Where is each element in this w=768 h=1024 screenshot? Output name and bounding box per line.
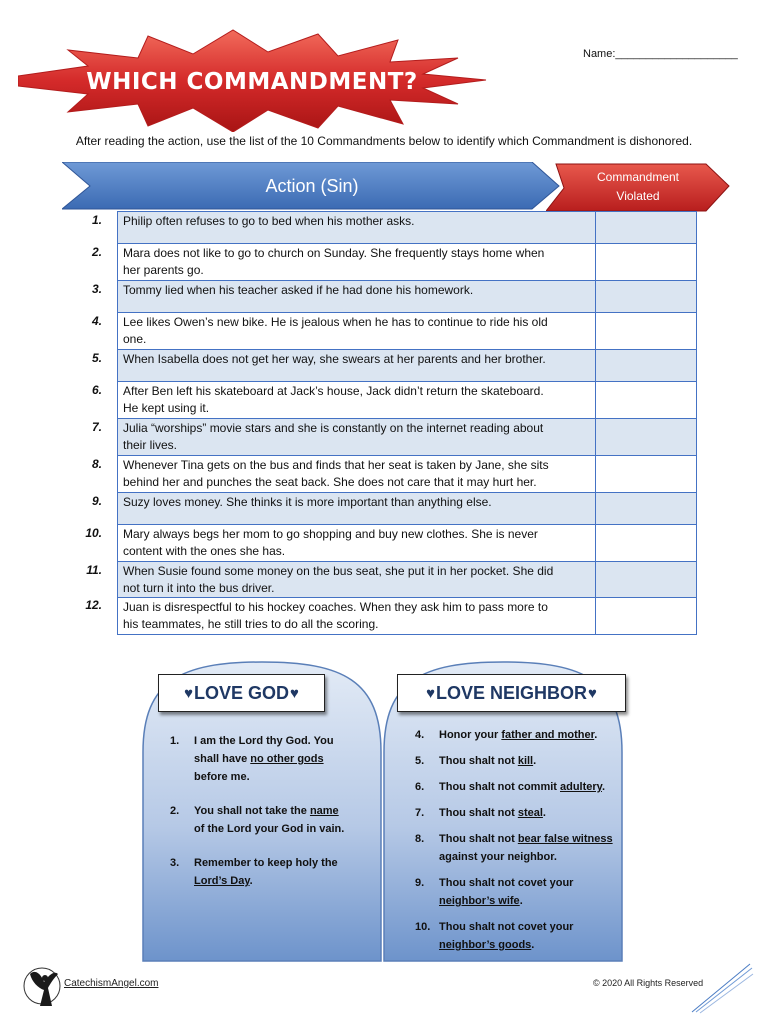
commandment-keyword: neighbor’s goods <box>439 939 532 951</box>
row-number: 3. <box>91 282 102 296</box>
action-header <box>62 162 560 210</box>
table-row <box>118 456 697 493</box>
action-line: her parents go. <box>123 263 204 277</box>
table-row <box>118 562 697 598</box>
commandment-text: Honor your <box>439 729 502 741</box>
action-cell <box>118 350 596 382</box>
commandment-text: Thou shalt not <box>439 807 518 819</box>
commandment-text: Thou shalt not covet your <box>439 877 574 889</box>
commandment-item <box>415 918 620 954</box>
answer-cell[interactable] <box>596 419 697 456</box>
action-line: Mara does not like to go to church on Sunday. She frequently stays home when <box>123 246 545 260</box>
action-line: their lives. <box>123 438 178 452</box>
table-row <box>118 244 697 281</box>
action-line: When Susie found some money on the bus seat, she put it in her pocket. She did <box>123 564 554 578</box>
commandment-text: . <box>519 895 523 907</box>
footer-copyright: © 2020 All Rights Reserved <box>593 978 704 988</box>
row-number: 11. <box>86 563 102 577</box>
commandment-number: 7. <box>415 807 425 819</box>
commandment-item <box>170 854 346 890</box>
action-cell <box>118 281 596 313</box>
title-banner <box>18 28 488 132</box>
table-row <box>118 212 697 244</box>
action-line: Julia “worships” movie stars and she is constantly on the internet reading about <box>123 421 544 435</box>
commandment-keyword: father and mother <box>501 729 595 741</box>
action-line: Tommy lied when his teacher asked if he had done his homework. <box>123 283 474 297</box>
action-line: content with the ones she has. <box>123 544 286 558</box>
footer-site-link[interactable]: CatechismAngel.com <box>64 978 159 989</box>
violated-header-line2: Violated <box>616 189 660 203</box>
action-line: his teammates, he still tries to do all the scoring. <box>123 617 379 631</box>
commandment-text: of the Lord your God in vain. <box>194 823 345 835</box>
commandment-number: 9. <box>415 877 425 889</box>
commandment-keyword: Lord’s Day <box>194 875 250 887</box>
table-row <box>118 382 697 419</box>
table-row <box>118 525 697 562</box>
name-field[interactable]: Name:____________________ <box>583 48 738 60</box>
answer-cell[interactable] <box>596 525 697 562</box>
action-cell <box>118 525 596 562</box>
commandment-number: 5. <box>415 755 425 767</box>
commandment-text: . <box>249 875 253 887</box>
love-god-list <box>170 732 346 906</box>
love-neighbor-list <box>415 726 620 962</box>
action-line: Lee likes Owen’s new bike. He is jealous when he has to continue to ride his old <box>123 315 548 329</box>
answer-cell[interactable] <box>596 350 697 382</box>
commandment-text: You shall not take the <box>194 805 310 817</box>
love-god-heading <box>158 674 325 712</box>
action-line: Suzy loves money. She thinks it is more important than anything else. <box>123 495 492 509</box>
action-cell <box>118 313 596 350</box>
love-neighbor-label: LOVE NEIGHBOR <box>435 682 587 703</box>
commandment-text: Thou shalt not <box>439 833 518 845</box>
row-number: 6. <box>91 383 102 397</box>
table-row <box>118 313 697 350</box>
action-cell <box>118 598 596 635</box>
commandment-number: 8. <box>415 833 425 845</box>
commandment-item <box>415 830 620 866</box>
heart-icon: ♥ <box>184 684 193 702</box>
answer-cell[interactable] <box>596 562 697 598</box>
action-line: After Ben left his skateboard at Jack’s house, Jack didn’t return the skateboard. <box>123 384 544 398</box>
action-cell <box>118 562 596 598</box>
row-number: 7. <box>91 420 102 434</box>
commandment-item <box>415 804 620 822</box>
row-number: 9. <box>91 494 102 508</box>
love-neighbor-heading <box>397 674 626 712</box>
commandment-number: 4. <box>415 729 425 741</box>
commandment-item <box>415 874 620 910</box>
row-number: 4. <box>91 314 102 328</box>
row-number: 10. <box>85 526 102 540</box>
table-row <box>118 281 697 313</box>
action-line: one. <box>123 332 147 346</box>
answer-cell[interactable] <box>596 244 697 281</box>
answer-cell[interactable] <box>596 456 697 493</box>
action-header-label: Action (Sin) <box>265 176 359 196</box>
violated-header-line1: Commandment <box>596 170 680 184</box>
commandment-number: 6. <box>415 781 425 793</box>
table-row <box>118 598 697 635</box>
commandment-item <box>415 752 620 770</box>
action-cell <box>118 493 596 525</box>
commandment-text: against your neighbor. <box>439 851 557 863</box>
row-number: 8. <box>91 457 102 471</box>
answer-cell[interactable] <box>596 493 697 525</box>
commandment-text: before me. <box>194 771 250 783</box>
commandment-number: 10. <box>415 921 431 933</box>
action-cell <box>118 244 596 281</box>
action-line: He kept using it. <box>123 401 210 415</box>
worksheet-table <box>117 211 697 635</box>
action-cell <box>118 212 596 244</box>
row-number: 2. <box>91 245 102 259</box>
worksheet-title: WHICH COMMANDMENT? <box>86 69 418 95</box>
commandment-text: shall have <box>194 753 251 765</box>
commandment-text: Remember to keep holy the <box>194 857 338 869</box>
heart-icon: ♥ <box>290 684 299 702</box>
action-cell <box>118 382 596 419</box>
footer-decoration <box>690 960 754 1014</box>
tablet-love-neighbor <box>383 660 623 962</box>
answer-cell[interactable] <box>596 212 697 244</box>
table-row <box>118 350 697 382</box>
action-line: Juan is disrespectful to his hockey coaches. When they ask him to pass more to <box>123 600 548 614</box>
commandment-keyword: bear false witness <box>517 833 613 845</box>
action-line: not turn it into the bus driver. <box>123 581 275 595</box>
commandment-keyword: neighbor’s wife <box>439 895 520 907</box>
love-god-label: LOVE GOD <box>193 682 289 703</box>
row-number: 5. <box>91 351 102 365</box>
violated-header <box>546 162 730 212</box>
commandment-text: . <box>531 939 535 951</box>
instructions: After reading the action, use the list of the 10 Commandments below to identify which Commandment is dishonored. <box>75 134 693 148</box>
commandment-text: . <box>601 781 606 793</box>
commandment-text: Thou shalt not covet your <box>439 921 574 933</box>
commandment-keyword: no other gods <box>250 753 324 765</box>
commandment-text: Thou shalt not commit <box>439 781 560 793</box>
commandment-number: 1. <box>170 735 180 747</box>
commandment-text: I am the Lord thy God. You <box>194 735 334 747</box>
action-line: Whenever Tina gets on the bus and finds that her seat is taken by Jane, she sits <box>123 458 549 472</box>
commandment-keyword: name <box>309 805 339 817</box>
action-cell <box>118 456 596 493</box>
answer-cell[interactable] <box>596 313 697 350</box>
commandment-item <box>170 802 346 838</box>
commandment-text: . <box>542 807 546 819</box>
action-line: When Isabella does not get her way, she swears at her parents and her brother. <box>123 352 546 366</box>
action-line: Philip often refuses to go to bed when his mother asks. <box>123 214 415 228</box>
heart-icon: ♥ <box>426 684 435 702</box>
commandment-text: Thou shalt not <box>439 755 518 767</box>
commandment-item <box>415 778 620 796</box>
commandment-keyword: adultery <box>560 781 602 793</box>
table-row <box>118 419 697 456</box>
angel-logo <box>22 960 62 1012</box>
table-row <box>118 493 697 525</box>
heart-icon: ♥ <box>588 684 597 702</box>
tablet-love-god <box>142 660 382 962</box>
row-number: 1. <box>91 213 102 227</box>
commandment-keyword: steal <box>517 807 543 819</box>
action-line: Mary always begs her mom to go shopping and buy new clothes. She is never <box>123 527 538 541</box>
commandment-keyword: kill <box>517 755 534 767</box>
commandment-text: . <box>533 755 537 767</box>
row-number: 12. <box>85 598 102 612</box>
commandment-number: 3. <box>170 857 180 869</box>
commandment-text: . <box>594 729 598 741</box>
commandment-number: 2. <box>170 805 180 817</box>
answer-cell[interactable] <box>596 382 697 419</box>
answer-cell[interactable] <box>596 281 697 313</box>
commandment-item <box>170 732 346 786</box>
action-cell <box>118 419 596 456</box>
action-line: behind her and punches the seat back. She does not care that it may hurt her. <box>123 475 537 489</box>
commandment-item <box>415 726 620 744</box>
answer-cell[interactable] <box>596 598 697 635</box>
